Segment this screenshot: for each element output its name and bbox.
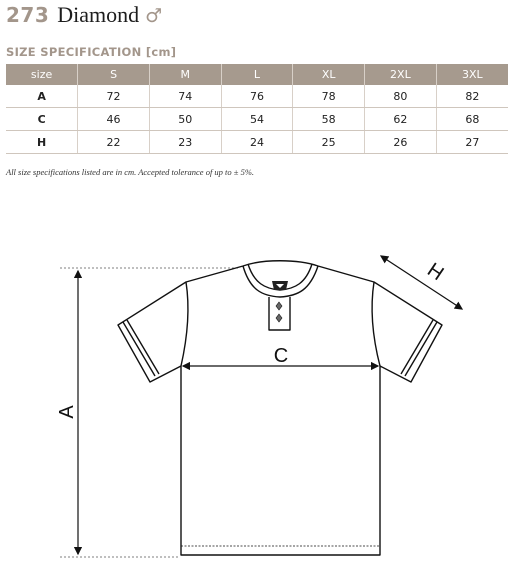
- table-cell: 50: [149, 108, 221, 131]
- table-row: [6, 131, 508, 154]
- table-cell: 26: [365, 131, 437, 154]
- table-cell: 46: [78, 108, 150, 131]
- table-cell: 58: [293, 108, 365, 131]
- header-xl: XL: [293, 64, 365, 85]
- placket-buttons: [276, 302, 282, 322]
- product-title: [6, 2, 162, 30]
- product-code: 273: [6, 3, 50, 27]
- male-gender-icon: ♂: [145, 5, 163, 27]
- table-row: [6, 85, 508, 108]
- size-table: [6, 64, 508, 154]
- header-s: S: [78, 64, 150, 85]
- header-size: size: [6, 64, 78, 85]
- collar-label: [272, 281, 288, 290]
- table-cell: 23: [149, 131, 221, 154]
- table-cell: 27: [436, 131, 508, 154]
- header-l: L: [221, 64, 293, 85]
- table-cell: 25: [293, 131, 365, 154]
- dimension-c-label: C: [273, 345, 289, 367]
- table-cell: 54: [221, 108, 293, 131]
- size-spec-heading: SIZE SPECIFICATION [cm]: [6, 45, 177, 59]
- row-label: C: [6, 108, 78, 131]
- size-table-header-row: [6, 64, 508, 85]
- table-cell: 76: [221, 85, 293, 108]
- table-cell: 22: [78, 131, 150, 154]
- header-m: M: [149, 64, 221, 85]
- table-cell: 78: [293, 85, 365, 108]
- table-cell: 24: [221, 131, 293, 154]
- table-cell: 80: [365, 85, 437, 108]
- table-cell: 62: [365, 108, 437, 131]
- a-guide-lines: [60, 268, 240, 557]
- table-cell: 68: [436, 108, 508, 131]
- row-label: H: [6, 131, 78, 154]
- table-cell: 72: [78, 85, 150, 108]
- tolerance-note: All size specifications listed are in cm. Accepted tolerance of up to ± 5%.: [6, 167, 255, 177]
- dimension-h-label: H: [423, 258, 448, 286]
- shirt-size-diagram: [0, 228, 515, 568]
- dimension-a-label: A: [56, 405, 78, 419]
- table-row: [6, 108, 508, 131]
- dimension-h-arrow: [381, 256, 462, 309]
- product-name: Diamond: [57, 2, 140, 27]
- header-2xl: 2XL: [365, 64, 437, 85]
- header-3xl: 3XL: [436, 64, 508, 85]
- row-label: A: [6, 85, 78, 108]
- table-cell: 74: [149, 85, 221, 108]
- table-cell: 82: [436, 85, 508, 108]
